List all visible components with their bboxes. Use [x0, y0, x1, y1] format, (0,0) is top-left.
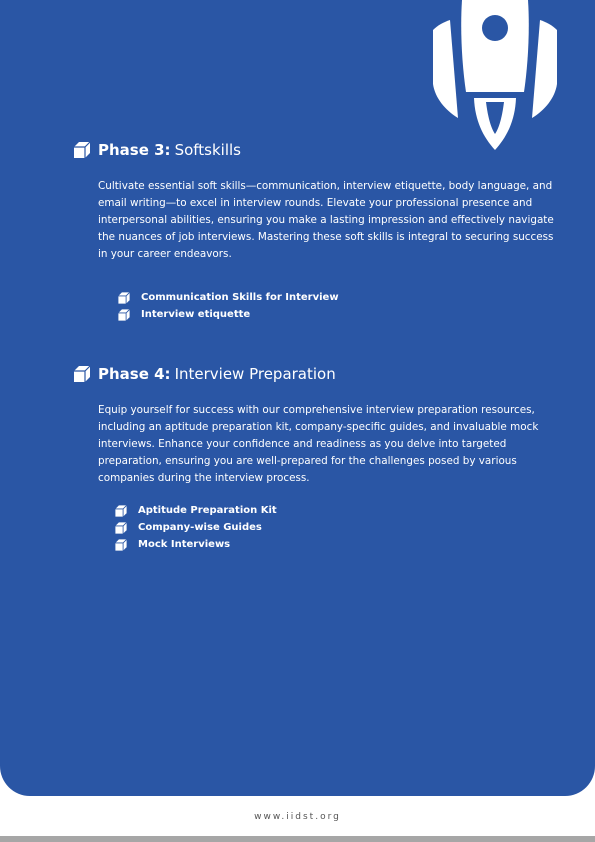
rocket-icon	[430, 0, 560, 152]
bottom-bar	[0, 836, 595, 842]
list-item-label: Mock Interviews	[138, 539, 231, 550]
list-item	[117, 289, 339, 306]
list-item-label: Aptitude Preparation Kit	[138, 505, 277, 516]
cube-icon	[114, 521, 128, 535]
cube-icon	[72, 140, 92, 160]
phase-4-description: Equip yourself for success with our comprehensive interview preparation resources, including an aptitude preparation kit, company-specific guides, and invaluable mock interviews. Enhance your confidence and readiness as you delve into targeted preparation, ensuring you are well-prepared for the challenges posed by various companies during the interview process.	[98, 404, 539, 484]
list-item	[114, 536, 277, 553]
footer-url[interactable]: www.iidst.org	[254, 812, 341, 822]
phase-3-description: Cultivate essential soft skills—communication, interview etiquette, body language, and email writing—to excel in interview rounds. Elevate your professional presence and interpersonal abilities, ensuring you make a lasting impression and effectively navigate the nuances of job interviews. Mastering these soft skills is integral to securing success in your career endeavors.	[98, 180, 554, 260]
cube-icon	[117, 291, 131, 305]
list-item	[114, 502, 277, 519]
list-item-label: Communication Skills for Interview	[141, 292, 339, 303]
cube-icon	[72, 364, 92, 384]
cube-icon	[114, 538, 128, 552]
phase-3-title: Softskills	[174, 141, 241, 159]
list-item-label: Interview etiquette	[141, 309, 251, 320]
list-item	[114, 519, 277, 536]
list-item-label: Company-wise Guides	[138, 522, 262, 533]
phase-4-label: Phase 4:	[98, 365, 171, 383]
phase-4-heading	[72, 364, 336, 384]
cube-icon	[114, 504, 128, 518]
phase-3-label: Phase 3:	[98, 141, 171, 159]
phase-4-list	[114, 502, 277, 553]
phase-3-list	[117, 289, 339, 323]
phase-4-title: Interview Preparation	[174, 365, 336, 383]
phase-3-heading	[72, 140, 241, 160]
list-item	[117, 306, 339, 323]
cube-icon	[117, 308, 131, 322]
